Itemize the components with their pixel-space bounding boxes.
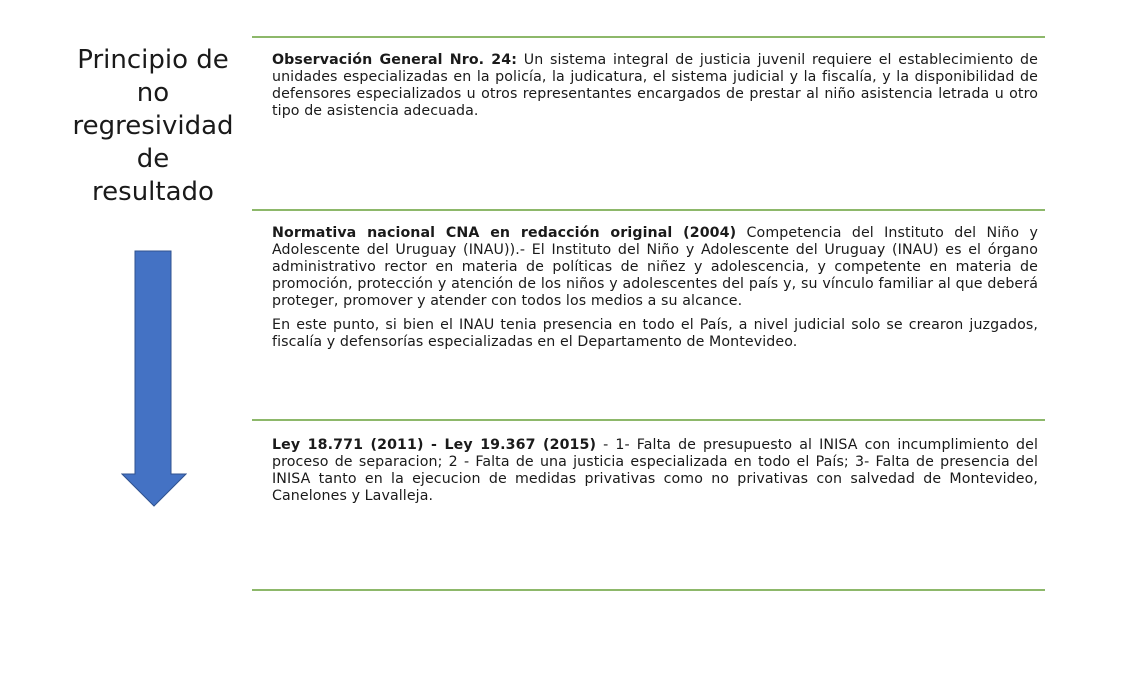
section-body: Competencia del Instituto del Niño y Adolescente del Uruguay (INAU)).- El Instituto del Niño y Adolescente del Uruguay (INAU) es el órgano administrativo rector en materia de políticas de niñez y adolescencia, y competente en materia de promoción, protección y atención de los niños y adolescentes del país y, su vínculo familiar al que deberá proteger, promover y atender con todos los medios a su alcance. [272, 225, 1038, 309]
divider-top [252, 36, 1045, 38]
principle-title-line: Principio de [77, 45, 229, 75]
principle-title-line: regresividad [72, 111, 234, 141]
section-body: - 1- Falta de presupuesto al INISA con incumplimiento del proceso de separacion; 2 - Falta de una justicia especializada en todo el País; 3- Falta de presencia del INISA tanto en la ejecucion de medidas privativas como no privativas con salvedad de Montevideo, Canelones y Lavalleja. [272, 437, 1038, 504]
section-laws [272, 437, 1038, 505]
section-heading: Ley 18.771 (2011) - Ley 19.367 (2015) [272, 437, 597, 453]
section-body: Un sistema integral de justicia juvenil requiere el establecimiento de unidades especializadas en la policía, la judicatura, el sistema judicial y la fiscalía, y la disponibilidad de defensores especializados u otros representantes encargados de prestar al niño asistencia letrada u otro tipo de asistencia adecuada. [272, 52, 1038, 119]
section-paragraph [272, 52, 1038, 120]
section-extra-paragraph: En este punto, si bien el INAU tenia presencia en todo el País, a nivel judicial solo se crearon juzgados, fiscalía y defensorías especializadas en el Departamento de Montevideo. [272, 317, 1038, 350]
section-national-norm [272, 225, 1038, 351]
section-heading: Observación General Nro. 24: [272, 52, 518, 68]
divider-3 [252, 419, 1045, 421]
principle-title-line: de [136, 144, 170, 174]
principle-title-line: resultado [92, 177, 214, 207]
section-heading: Normativa nacional CNA en redacción original (2004) [272, 225, 737, 241]
down-arrow-icon [121, 250, 187, 508]
section-paragraph [272, 437, 1038, 505]
section-paragraph [272, 225, 1038, 310]
section-general-comment [272, 52, 1038, 120]
principle-title [58, 44, 248, 209]
principle-title-line: no [136, 78, 170, 108]
divider-2 [252, 209, 1045, 211]
divider-bottom [252, 589, 1045, 591]
